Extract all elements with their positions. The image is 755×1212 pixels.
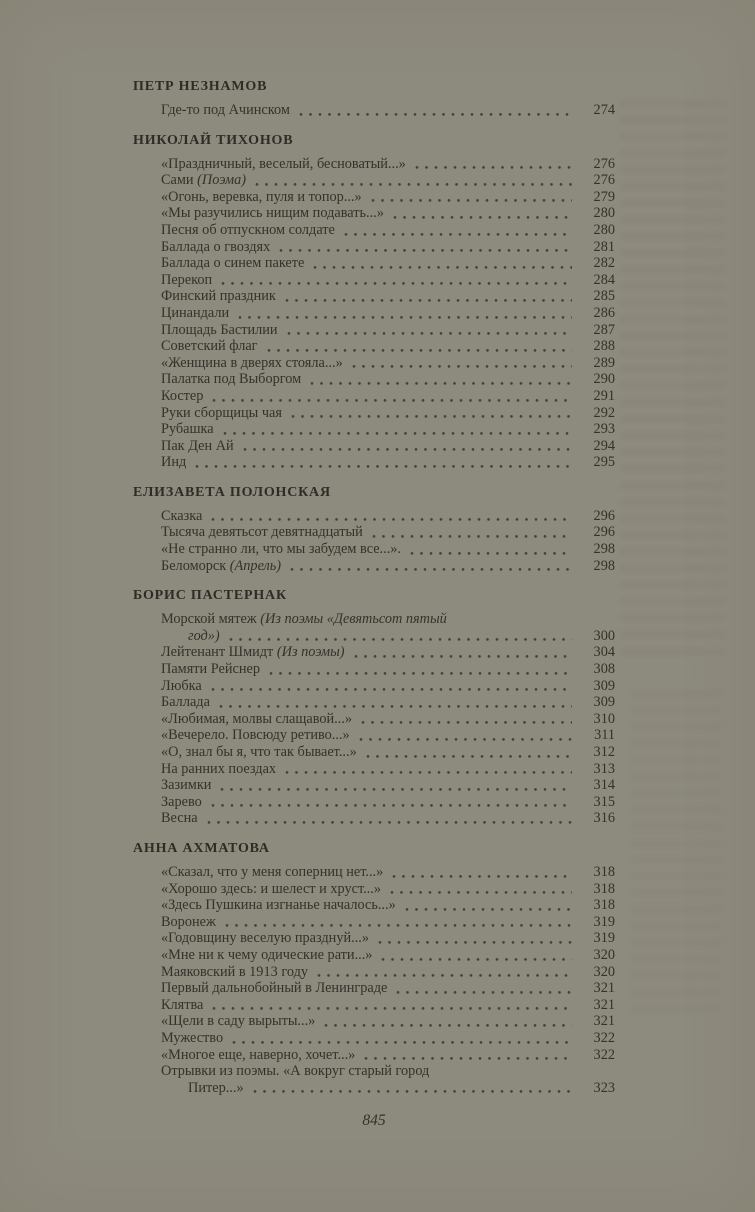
entry-page: 295 (593, 454, 615, 471)
dot-leader (255, 183, 572, 186)
author-heading: ПЕТР НЕЗНАМОВ (133, 79, 268, 94)
author-heading: АННА АХМАТОВА (133, 840, 270, 856)
dot-leader (352, 365, 572, 368)
entry-page: 323 (593, 1079, 615, 1096)
entry-title-text: Отрывки из поэмы. «А вокруг старый город (161, 1063, 430, 1080)
entry-title-text: Палатка под Выборгом (161, 371, 302, 388)
section-entries (161, 611, 615, 827)
entry-title (161, 864, 383, 881)
dot-leader (243, 448, 572, 451)
entry-page: 320 (593, 963, 615, 980)
entry-title-text: Инд (161, 454, 187, 471)
entry-title (161, 255, 304, 272)
toc-entry (161, 338, 615, 355)
dot-leader (381, 958, 572, 961)
dot-leader (232, 1041, 572, 1044)
entry-title (161, 997, 203, 1014)
dot-leader (207, 821, 572, 824)
toc-entry (161, 727, 615, 744)
entry-title-text: На ранних поездах (161, 760, 277, 777)
dot-leader (378, 941, 572, 944)
entry-page: 309 (593, 694, 615, 711)
toc-entry (161, 881, 615, 898)
dot-leader (310, 382, 572, 385)
dot-leader (223, 432, 572, 435)
toc-entry (161, 255, 615, 272)
dot-leader (359, 738, 572, 741)
entry-title (161, 524, 363, 541)
entry-page: 296 (593, 507, 615, 524)
toc-entry (161, 777, 615, 794)
toc-entry (161, 678, 615, 695)
dot-leader (285, 299, 572, 302)
entry-title-text: «Годовщину веселую празднуй...» (161, 930, 370, 947)
entry-title-text: Советский флаг (161, 338, 258, 355)
author-heading: НИКОЛАЙ ТИХОНОВ (133, 132, 294, 148)
entry-title-text: Беломорск (161, 557, 230, 574)
entry-title (161, 964, 308, 981)
entry-title-text: Тысяча девятьсот девятнадцатый (161, 524, 363, 541)
entry-page: 293 (593, 421, 615, 438)
entry-title (161, 438, 234, 455)
toc-entry (161, 980, 615, 997)
toc-entry (161, 964, 615, 981)
toc-entry (161, 305, 615, 322)
entry-title-text: Баллада (161, 694, 210, 711)
dot-leader (290, 568, 572, 571)
entry-title-text: «Женщина в дверях стояла...» (161, 354, 343, 371)
entry-title-text: Любка (161, 677, 202, 694)
toc-entry (161, 388, 615, 405)
dot-leader (238, 316, 572, 319)
toc-entry (161, 1047, 615, 1064)
entry-title-text: «О, знал бы я, что так бывает...» (161, 744, 357, 760)
entry-title-text: «Щели в саду вырыты...» (161, 1013, 316, 1030)
toc-entry (161, 102, 615, 119)
toc-entry (161, 914, 615, 931)
dot-leader (279, 249, 572, 252)
entry-page: 274 (593, 102, 615, 118)
entry-page: 319 (593, 913, 615, 930)
entry-page: 322 (593, 1029, 615, 1046)
entry-title (161, 1013, 315, 1030)
entry-page: 318 (593, 880, 615, 897)
entry-page: 294 (593, 437, 615, 454)
entry-title (161, 1030, 223, 1047)
dot-leader (344, 233, 572, 236)
dot-leader (221, 282, 572, 285)
dot-leader (372, 535, 572, 538)
dot-leader (287, 332, 572, 335)
toc-entry (161, 1030, 615, 1047)
dot-leader (361, 721, 572, 724)
entry-page: 321 (593, 1013, 615, 1030)
dot-leader (253, 1090, 572, 1093)
toc-entry (161, 172, 615, 189)
author-heading: БОРИС ПАСТЕРНАК (133, 588, 287, 604)
dot-leader (354, 655, 572, 658)
toc-entry (161, 794, 615, 811)
entry-title (161, 881, 381, 898)
entry-page: 276 (593, 155, 615, 172)
entry-title (161, 611, 447, 628)
entry-title-text: Первый дальнобойный в Ленинграде (161, 980, 388, 997)
entry-title-text: «Любимая, молвы слащавой...» (161, 710, 353, 727)
entry-title (161, 288, 276, 305)
entry-page: 308 (593, 661, 615, 678)
entry-page: 321 (593, 996, 615, 1013)
toc-entry (161, 524, 615, 541)
entry-title (161, 541, 401, 558)
toc-entry (161, 558, 615, 575)
entry-title (161, 914, 216, 931)
toc-entry (161, 897, 615, 914)
entry-title-text: «Многое еще, наверно, хочет...» (161, 1046, 356, 1063)
entry-title-text: Сами (161, 172, 198, 189)
toc-entry (161, 508, 615, 525)
entry-title (161, 980, 387, 997)
toc-entry-continuation (161, 628, 615, 645)
dot-leader (195, 465, 572, 468)
toc-entry (161, 997, 615, 1014)
entry-title (161, 272, 212, 289)
entry-title-note: (Поэма) (197, 172, 246, 189)
toc-entry (161, 239, 615, 256)
entry-title-text: Площадь Бастилии (161, 321, 278, 338)
entry-page: 280 (593, 205, 615, 222)
entry-title (161, 558, 281, 575)
toc-entry (161, 205, 615, 222)
dot-leader (285, 771, 572, 774)
toc-entry (161, 761, 615, 778)
entry-title (161, 947, 372, 964)
entry-title (161, 644, 345, 661)
entry-title-text: Пак Ден Ай (161, 437, 234, 454)
dot-leader (415, 166, 572, 169)
entry-title-text: Памяти Рейснер (161, 661, 261, 678)
entry-title-text: Цинандали (161, 304, 230, 321)
entry-page: 310 (593, 710, 615, 727)
toc-entry (161, 661, 615, 678)
page-folio: 845 (362, 1112, 386, 1129)
entry-title-text: «Хорошо здесь: и шелест и хруст...» (161, 880, 381, 897)
entry-title (161, 338, 258, 355)
entry-title-text: Руки сборщицы чая (161, 404, 282, 421)
entry-page: 318 (593, 863, 615, 880)
entry-page: 314 (593, 777, 615, 794)
entry-title-text: Весна (161, 810, 198, 827)
toc-entry (161, 611, 615, 628)
entry-title-text: Зарево (161, 793, 202, 810)
entry-title (161, 661, 260, 678)
entry-page: 322 (593, 1046, 615, 1063)
entry-title (161, 388, 203, 405)
entry-title (161, 371, 301, 388)
dot-leader (317, 974, 572, 977)
toc-entry (161, 189, 615, 206)
entry-title (161, 355, 343, 372)
toc-entry (161, 1013, 615, 1030)
dot-leader (229, 638, 572, 641)
entry-title (161, 794, 202, 811)
entry-page: 319 (593, 930, 615, 947)
entry-page: 292 (593, 404, 615, 421)
entry-title (161, 102, 290, 119)
entry-title (161, 172, 246, 189)
entry-title-text: Перекоп (161, 271, 213, 288)
dot-leader (267, 349, 572, 352)
dot-leader (220, 788, 572, 791)
toc-entry (161, 421, 615, 438)
table-of-contents (133, 78, 615, 1096)
entry-page: 304 (593, 644, 615, 661)
entry-page: 279 (593, 188, 615, 205)
entry-page: 309 (593, 677, 615, 694)
entry-title (161, 205, 384, 222)
entry-title-text: Маяковский в 1913 году (161, 963, 308, 980)
toc-entry (161, 744, 615, 761)
entry-title-text: Где-то под Ачинском (161, 102, 290, 118)
entry-page: 289 (593, 354, 615, 371)
dot-leader (219, 705, 572, 708)
dot-leader (366, 755, 572, 758)
entry-page: 280 (593, 221, 615, 238)
entry-title (161, 711, 352, 728)
entry-title (161, 454, 186, 471)
toc-entry (161, 355, 615, 372)
section-entries (161, 864, 615, 1096)
dot-leader (405, 908, 572, 911)
entry-title (161, 727, 350, 744)
entry-page: 312 (593, 744, 615, 760)
toc-entry (161, 438, 615, 455)
entry-title-text: «Не странно ли, что мы забудем все...». (161, 541, 402, 558)
entry-title-note: год») (188, 627, 220, 644)
entry-title (161, 694, 210, 711)
toc-entry (161, 864, 615, 881)
entry-page: 320 (593, 946, 615, 963)
entry-title-text: Мужество (161, 1029, 224, 1046)
entry-page: 284 (593, 271, 615, 288)
entry-page: 316 (593, 810, 615, 827)
toc-entry-continuation (161, 1080, 615, 1097)
entry-page: 296 (593, 524, 615, 541)
dot-leader (392, 875, 572, 878)
entry-page: 290 (593, 371, 615, 388)
entry-title-text: «Сказал, что у меня соперниц нет...» (161, 863, 384, 880)
entry-page: 321 (593, 980, 615, 997)
entry-title-text: Баллада о синем пакете (161, 255, 305, 272)
entry-page: 287 (593, 321, 615, 338)
toc-entry (161, 930, 615, 947)
entry-title (161, 189, 362, 206)
entry-title (161, 897, 396, 914)
entry-title-text: «Праздничный, веселый, бесноватый...» (161, 155, 406, 172)
toc-entry (161, 541, 615, 558)
entry-page: 313 (593, 760, 615, 777)
entry-page: 286 (593, 304, 615, 321)
entry-title (188, 1080, 244, 1097)
entry-title (161, 744, 357, 761)
entry-title (161, 305, 229, 322)
author-heading: ЕЛИЗАВЕТА ПОЛОНСКАЯ (133, 484, 331, 500)
entry-page: 300 (593, 627, 615, 644)
entry-title-text: «Мне ни к чему одические рати...» (161, 946, 373, 963)
entry-title-text: Морской мятеж (161, 611, 261, 628)
entry-title (161, 421, 214, 438)
entry-title-text: Финский праздник (161, 288, 276, 305)
entry-page: 291 (593, 387, 615, 404)
entry-title (161, 405, 282, 422)
entry-title (161, 508, 202, 525)
toc-entry (161, 1063, 615, 1080)
dot-leader (212, 1007, 572, 1010)
dot-leader (324, 1024, 572, 1027)
toc-entry (161, 711, 615, 728)
entry-title (161, 322, 278, 339)
show-through-artifact (620, 100, 725, 660)
entry-page: 281 (593, 238, 615, 255)
toc-entry (161, 405, 615, 422)
dot-leader (212, 399, 572, 402)
entry-title (161, 222, 335, 239)
entry-page: 315 (593, 793, 615, 810)
entry-title-text: Костер (161, 387, 204, 404)
toc-entry (161, 322, 615, 339)
entry-page: 318 (593, 897, 615, 914)
entry-title-text: Песня об отпускном солдате (161, 221, 335, 238)
dot-leader (390, 891, 572, 894)
entry-title (161, 810, 198, 827)
toc-entry (161, 810, 615, 827)
entry-title (161, 761, 276, 778)
dot-leader (269, 672, 572, 675)
entry-title (161, 930, 369, 947)
toc-entry (161, 371, 615, 388)
toc-entry (161, 222, 615, 239)
entry-title-text: Рубашка (161, 421, 214, 438)
show-through-artifact (631, 690, 721, 1020)
entry-page: 288 (593, 338, 615, 355)
dot-leader (396, 991, 572, 994)
section-entries (161, 156, 615, 471)
entry-page: 276 (593, 172, 615, 189)
toc-entry (161, 156, 615, 173)
entry-title (161, 1047, 355, 1064)
entry-title-text: «Мы разучились нищим подавать...» (161, 205, 384, 222)
entry-page: 298 (593, 557, 615, 574)
entry-title (161, 1063, 429, 1080)
entry-title-text: Лейтенант Шмидт (161, 644, 277, 661)
entry-title-text: Клятва (161, 996, 204, 1013)
dot-leader (299, 113, 572, 116)
toc-entry (161, 644, 615, 661)
entry-title (188, 628, 220, 645)
entry-title-text: Зазимки (161, 777, 212, 794)
dot-leader (393, 216, 572, 219)
entry-title (161, 156, 406, 173)
dot-leader (371, 199, 572, 202)
entry-title (161, 678, 202, 695)
entry-title-text: Сказка (161, 507, 203, 524)
toc-entry (161, 947, 615, 964)
dot-leader (410, 552, 572, 555)
toc-entry (161, 694, 615, 711)
entry-title-note: (Апрель) (229, 557, 282, 574)
dot-leader (291, 415, 572, 418)
toc-entry (161, 454, 615, 471)
section-entries (161, 102, 615, 119)
scan-edge-shadow (0, 0, 15, 1212)
dot-leader (211, 688, 572, 691)
entry-title-text: «Здесь Пушкина изгнанье началось...» (161, 897, 396, 914)
dot-leader (211, 518, 572, 521)
dot-leader (364, 1057, 572, 1060)
entry-title (161, 777, 211, 794)
dot-leader (211, 804, 572, 807)
entry-page: 285 (593, 288, 615, 305)
toc-entry (161, 272, 615, 289)
entry-page: 282 (593, 255, 615, 272)
section-entries (161, 508, 615, 574)
dot-leader (225, 924, 572, 927)
toc-entry (161, 288, 615, 305)
entry-title-note: (Из поэмы «Девятьсот пятый (260, 611, 447, 628)
entry-title-text: Баллада о гвоздях (161, 238, 271, 255)
entry-title (161, 239, 270, 256)
entry-title-text: «Вечерело. Повсюду ретиво...» (161, 727, 350, 744)
entry-title-text: «Огонь, веревка, пуля и топор...» (161, 188, 362, 205)
entry-title-text: Воронеж (161, 913, 216, 930)
dot-leader (313, 266, 572, 269)
entry-page: 311 (594, 727, 615, 744)
entry-title-text: Питер...» (188, 1079, 244, 1096)
entry-title-note: (Из поэмы) (276, 644, 345, 661)
entry-page: 298 (593, 541, 615, 558)
